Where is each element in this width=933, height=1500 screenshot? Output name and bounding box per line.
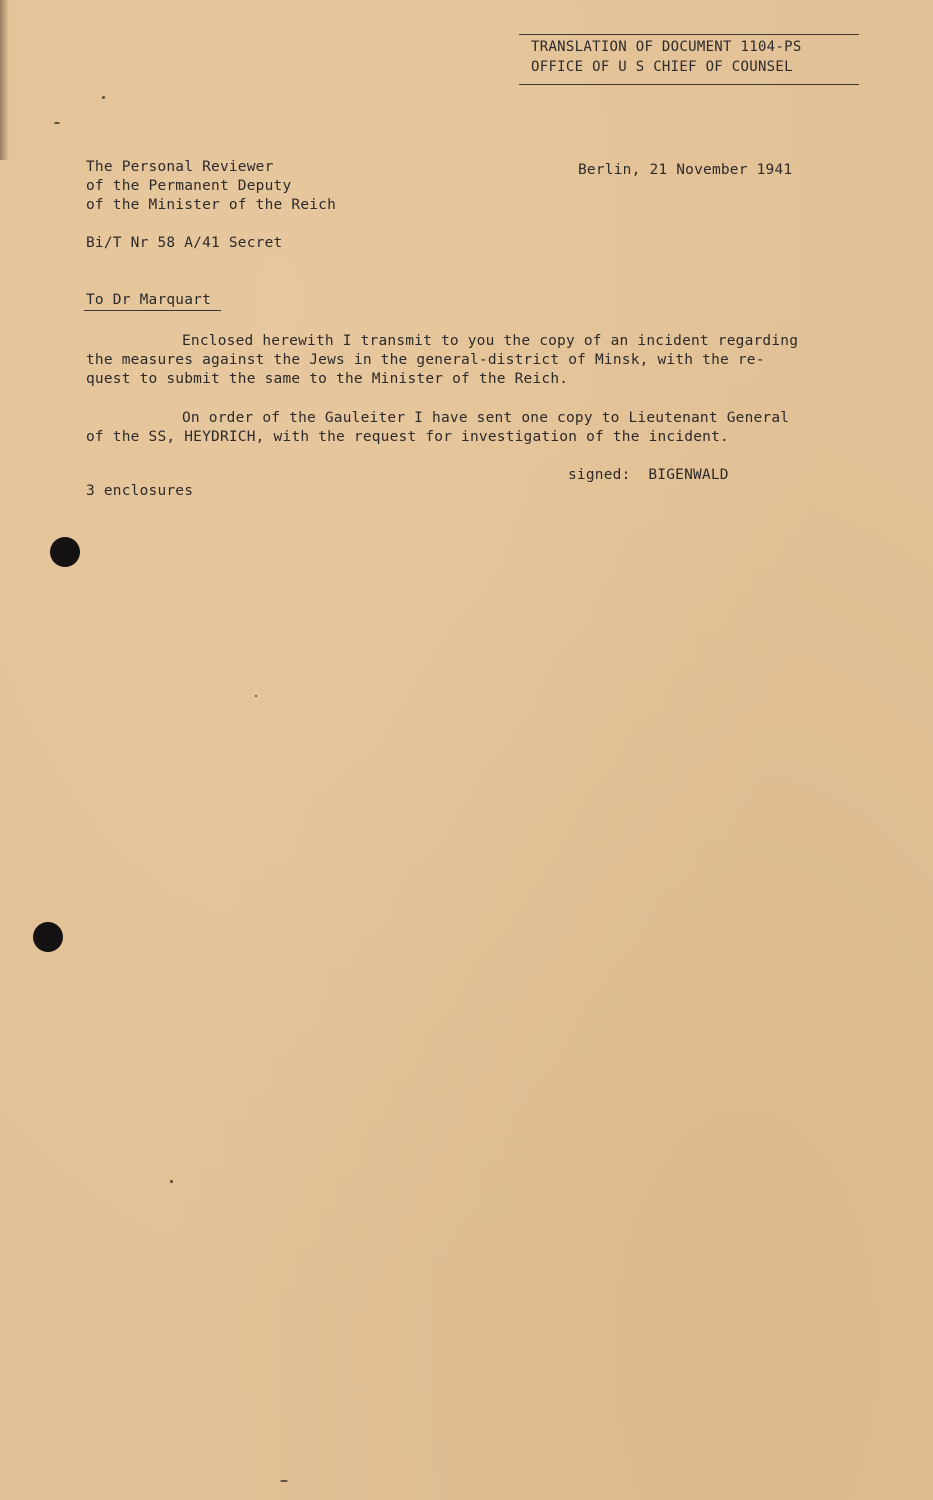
translation-header	[519, 34, 859, 86]
header-rule-bottom	[519, 84, 859, 85]
reference-number: Bi/T Nr 58 A/41 Secret	[86, 235, 283, 251]
punch-hole-lower	[33, 922, 63, 952]
paper-speck	[102, 96, 105, 99]
punch-hole-upper	[50, 537, 80, 567]
para2-line-2: of the SS, HEYDRICH, with the request for investigation of the incident.	[86, 429, 729, 445]
para1-line-1: Enclosed herewith I transmit to you the copy of an incident regarding	[182, 333, 799, 349]
sender-line-1: The Personal Reviewer	[86, 159, 274, 175]
recipient-line: To Dr Marquart	[86, 292, 212, 308]
paper-speck	[170, 1180, 173, 1183]
para1-line-2: the measures against the Jews in the general-district of Minsk, with the re-	[86, 352, 765, 368]
page-edge-shadow	[0, 0, 9, 160]
para2-line-1: On order of the Gauleiter I have sent one copy to Lieutenant General	[182, 410, 790, 426]
header-rule-top	[519, 34, 859, 35]
header-line-2: OFFICE OF U S CHIEF OF COUNSEL	[531, 59, 793, 75]
paper-speck	[255, 695, 257, 697]
header-line-1: TRANSLATION OF DOCUMENT 1104-PS	[531, 39, 802, 55]
recipient-underline	[84, 310, 221, 311]
enclosures-note: 3 enclosures	[86, 483, 194, 499]
paper-speck	[54, 122, 60, 124]
sender-line-2: of the Permanent Deputy	[86, 178, 292, 194]
sender-line-3: of the Minister of the Reich	[86, 197, 337, 213]
paper-speck	[280, 1480, 288, 1482]
date-line: Berlin, 21 November 1941	[578, 162, 793, 178]
para1-line-3: quest to submit the same to the Minister of the Reich.	[86, 371, 569, 387]
signature-line: signed: BIGENWALD	[568, 467, 729, 483]
